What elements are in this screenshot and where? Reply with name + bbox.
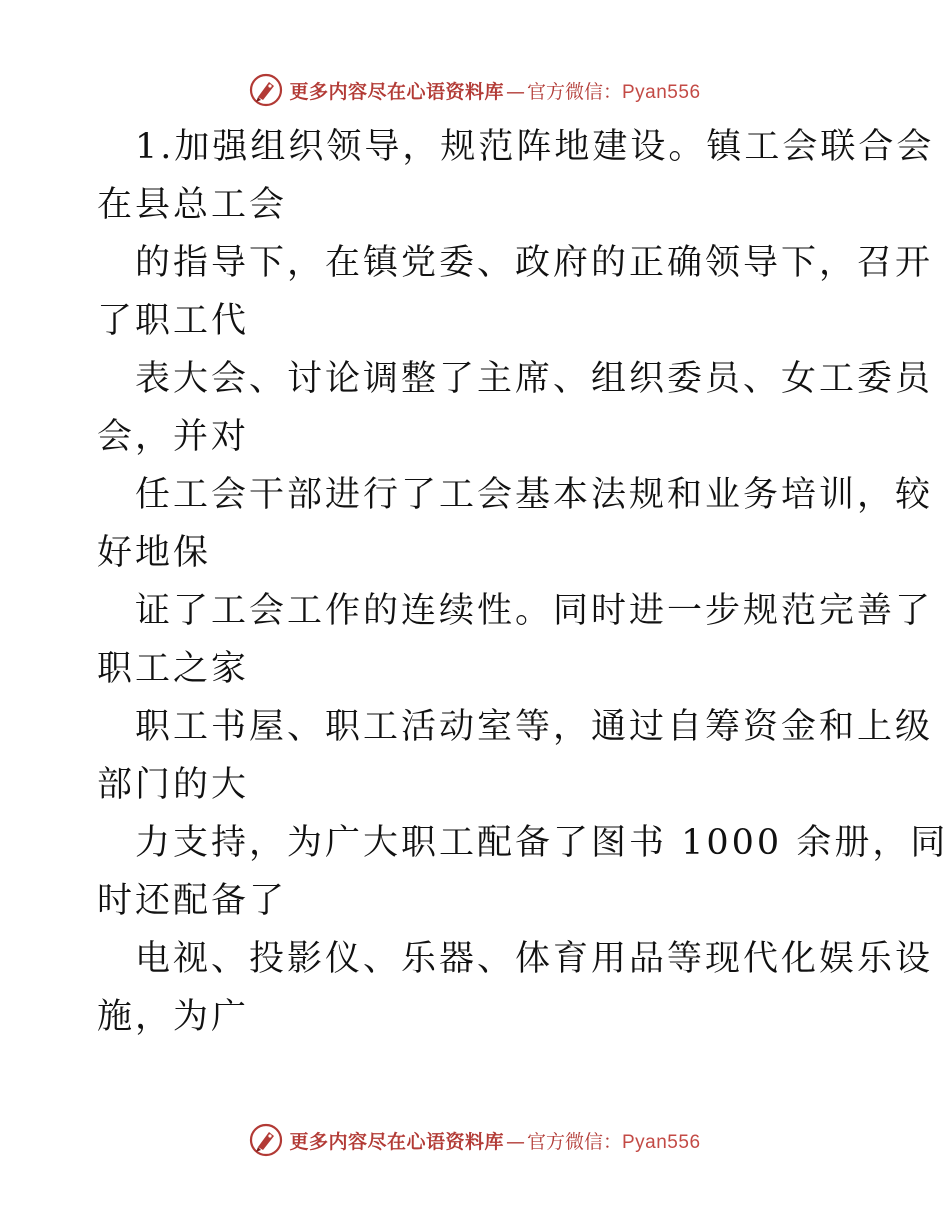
- watermark-main-text: 更多内容尽在心语资料库: [289, 80, 504, 103]
- watermark-wechat-id: Pyan556: [622, 81, 701, 103]
- body-line: 力支持，为广大职工配备了图书 1000 余册，同: [135, 823, 949, 863]
- document-body: [97, 118, 949, 1046]
- pen-nib-logo-icon: [249, 73, 283, 107]
- body-line: 证了工会工作的连续性。同时进一步规范完善了: [135, 591, 934, 631]
- body-line: 部门的大: [97, 765, 250, 805]
- body-line: 了职工代: [97, 301, 250, 341]
- body-line: 施，为广: [97, 997, 250, 1037]
- body-line: 职工书屋、职工活动室等，通过自筹资金和上级: [135, 707, 934, 747]
- watermark-wechat-label: 官方微信：: [526, 1130, 622, 1153]
- footer-watermark: [0, 1120, 950, 1160]
- watermark-wechat-label: 官方微信：: [526, 80, 622, 103]
- watermark-separator: —: [505, 80, 525, 103]
- body-line: 1.加强组织领导，规范阵地建设。镇工会联合会: [135, 127, 935, 167]
- body-line: 电视、投影仪、乐器、体育用品等现代化娱乐设: [135, 939, 934, 979]
- body-line: 在县总工会: [97, 185, 288, 225]
- watermark-main-text: 更多内容尽在心语资料库: [289, 1130, 504, 1153]
- body-line: 任工会干部进行了工会基本法规和业务培训，较: [135, 475, 934, 515]
- header-watermark: [0, 70, 950, 110]
- body-line: 时还配备了: [97, 881, 288, 921]
- watermark-wechat-id: Pyan556: [622, 1131, 701, 1153]
- body-line: 的指导下，在镇党委、政府的正确领导下，召开: [135, 243, 934, 283]
- pen-nib-logo-icon: [249, 1123, 283, 1157]
- body-line: 会，并对: [97, 417, 250, 457]
- body-line: 职工之家: [97, 649, 250, 689]
- watermark-separator: —: [505, 1130, 525, 1153]
- body-line: 好地保: [97, 533, 212, 573]
- body-line: 表大会、讨论调整了主席、组织委员、女工委员: [135, 359, 934, 399]
